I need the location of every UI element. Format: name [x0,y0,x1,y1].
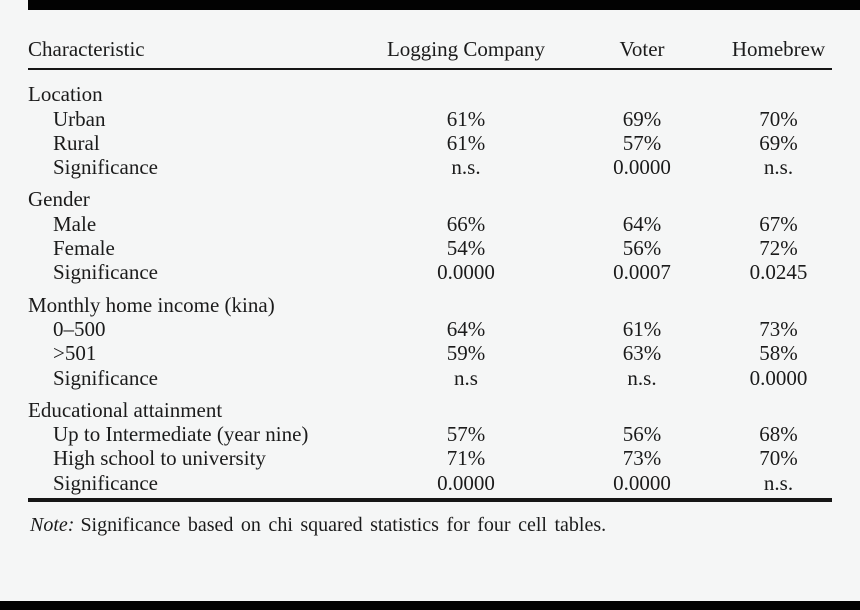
section-header-row [28,69,832,106]
row-label: >501 [53,341,97,366]
table-row [28,155,832,179]
table-cell: 64% [446,316,486,341]
table-row [28,471,832,500]
row-label: Male [53,211,97,236]
section-label: Location [28,82,103,107]
col-header-logging-company: Logging Company [373,0,559,69]
table-cell: 73% [759,316,798,341]
table-cell: 0.0000 [613,155,671,180]
table-cell: 69% [759,130,798,155]
table-cell: n.s. [627,365,657,390]
col-header-characteristic: Characteristic [28,0,373,69]
table-row [28,107,832,131]
table-cell: 61% [622,316,662,341]
table-row [28,236,832,260]
table-row [28,260,832,284]
table-cell: 61% [446,106,486,131]
table-cell: 57% [622,130,662,155]
row-label: 0–500 [53,316,106,341]
table-cell: 71% [446,446,486,471]
section-label: Gender [28,187,90,212]
section-header-row [28,179,832,211]
section-education [28,390,832,500]
row-label: Up to Intermediate (year nine) [53,422,309,447]
table-row [28,212,832,236]
table-cell: 0.0000 [373,471,559,500]
row-label: Rural [53,130,100,155]
table-cell: 67% [759,211,798,236]
table-row [28,366,832,390]
row-label: Significance [53,365,158,390]
table-cell: 68% [759,422,798,447]
row-label: Significance [28,471,373,500]
table-cell: 56% [622,422,662,447]
row-label: Significance [53,260,158,285]
table-cell: 72% [759,236,798,261]
section-header-row [28,285,832,317]
table-cell: 56% [622,236,662,261]
row-label: Urban [53,106,106,131]
table-cell: 73% [622,446,662,471]
table-cell: 0.0000 [559,471,725,500]
statistics-table [28,0,832,502]
table-cell: n.s. [763,155,794,180]
table-cell: 66% [446,211,486,236]
table-cell: 69% [622,106,662,131]
table-row [28,317,832,341]
table-cell: 64% [622,211,662,236]
row-label: Female [53,236,115,261]
table-cell: 58% [759,341,798,366]
table-cell: n.s. [725,471,832,500]
section-gender [28,179,832,284]
table-cell: n.s [454,365,478,390]
section-label: Educational attainment [28,397,223,422]
table-cell: 63% [622,341,662,366]
table-cell: 0.0007 [613,260,671,285]
note-text: Significance based on chi squared statistics for four cell tables. [80,514,607,536]
col-header-homebrew: Homebrew [725,0,832,69]
section-header-row [28,390,832,422]
table-cell: 0.0000 [437,260,495,285]
section-label: Monthly home income (kina) [28,292,275,317]
note-label: Note: [30,514,75,536]
header-row [28,0,832,69]
table-cell: 70% [759,106,798,131]
table-note [30,513,606,537]
table-row [28,422,832,446]
table-cell: 59% [446,341,486,366]
table-row [28,131,832,155]
section-location [28,69,832,179]
table-cell: n.s. [451,155,481,180]
table-row [28,446,832,470]
row-label: High school to university [53,446,266,471]
table-cell: 0.0000 [749,365,808,390]
table-cell: 0.0245 [749,260,808,285]
table-row [28,341,832,365]
row-label: Significance [53,155,158,180]
table-cell: 61% [446,130,486,155]
table-cell: 57% [446,422,486,447]
table-cell: 70% [759,446,798,471]
bottom-border-bar [0,601,860,610]
col-header-voter: Voter [559,0,725,69]
section-income [28,285,832,390]
table-cell: 54% [446,236,486,261]
